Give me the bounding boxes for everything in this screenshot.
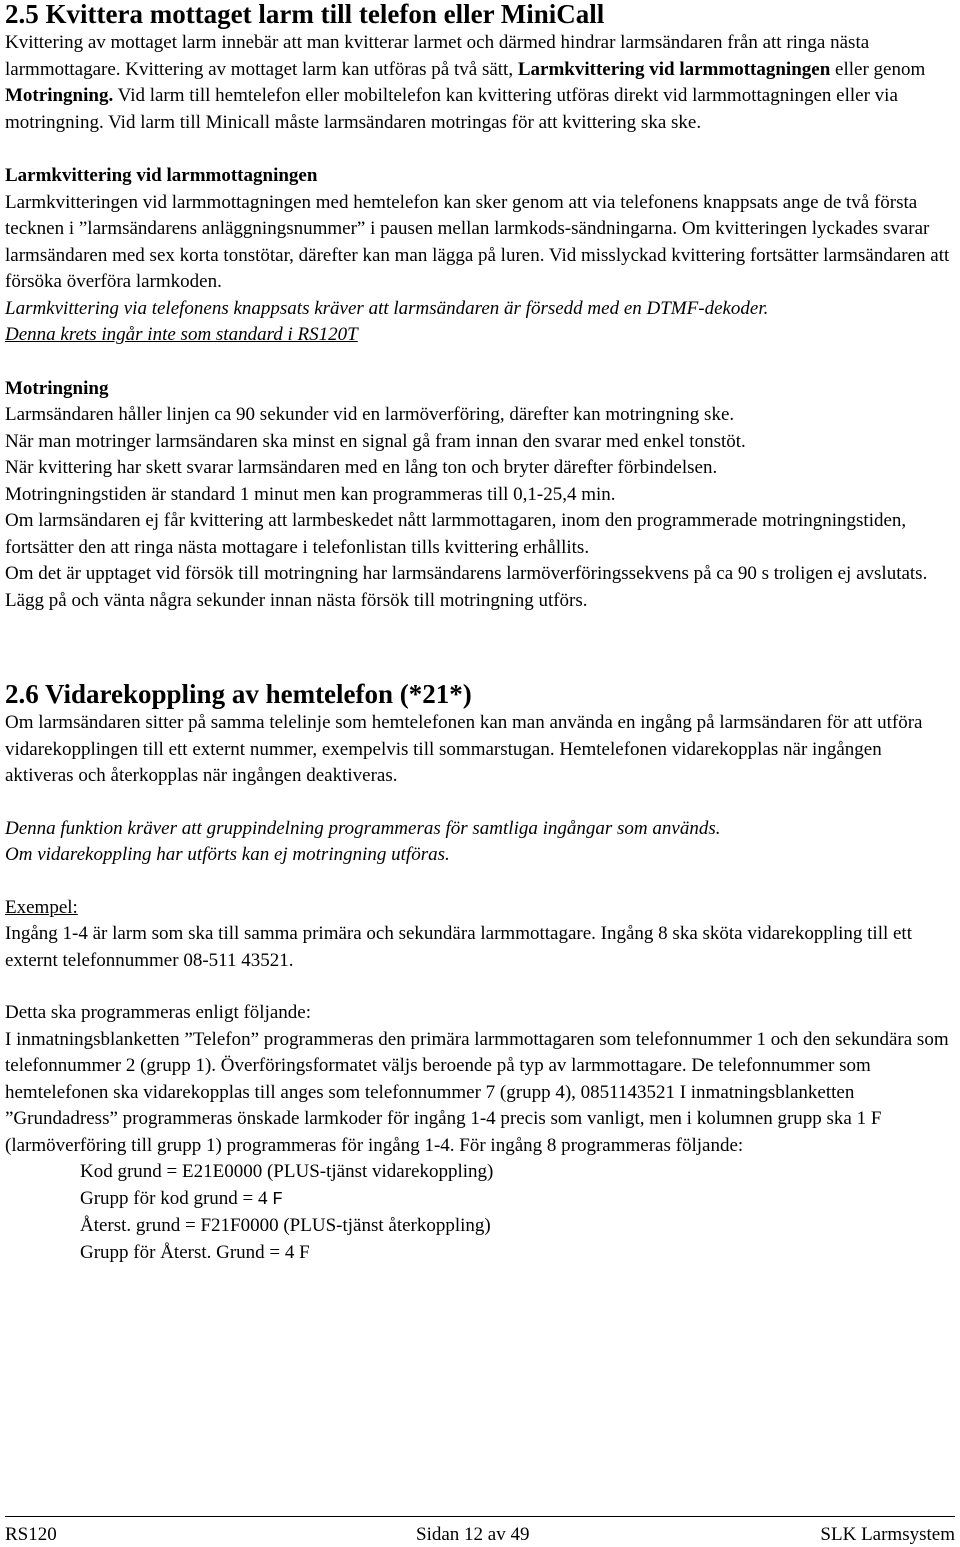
intro-text-3: Vid larm till hemtelefon eller mobiltelefon kan kvittering utföras direkt vid larmmottagningen eller via motringning. Vid larm till Minicall måste larmsändaren motringas för att kvittering ska ske.: [5, 85, 898, 133]
motringning-line-5: Om larmsändaren ej får kvittering att larmbeskedet nått larmmottagaren, inom den programmerade motringningstiden, fortsätter den att ringa nästa mottagare i telefonlistan tills kvittering erhållits.: [5, 510, 907, 558]
intro-text-2: eller genom: [830, 58, 926, 80]
motringning-line-2: När man motringer larmsändaren ska minst en signal gå fram innan den svarar med enkel tonstöt.: [5, 430, 746, 452]
section-2-5-intro: [5, 30, 955, 136]
code-line-grupp-kod-grund: [5, 1186, 955, 1214]
motringning-line-3: När kvittering har skett svarar larmsändaren med en lång ton och bryter därefter förbindelsen.: [5, 457, 718, 478]
intro-bold-2: Motringning.: [5, 85, 114, 106]
section-2-6-intro: Om larmsändaren sitter på samma telelinje som hemtelefonen kan man använda en ingång på larmsändaren för att utföra vidarekopplingen till ett externt nummer, exempelvis till sommarstugan. Hemtelefonen vidarekopplas när ingången aktiveras och återkopplas när ingången deaktiveras.: [5, 712, 923, 786]
footer-company: SLK Larmsystem: [820, 1524, 955, 1545]
code-line-2-letter: F: [272, 1189, 284, 1210]
gruppindelning-note: Denna funktion kräver att gruppindelning programmeras för samtliga ingångar som används.: [5, 817, 721, 839]
subsection-larmkvittering-title: Larmkvittering vid larmmottagningen: [5, 165, 318, 186]
footer-page-number: Sidan 12 av 49: [416, 1524, 530, 1545]
section-2-5-heading: 2.5 Kvittera mottaget larm till telefon eller MiniCall: [5, 0, 605, 29]
code-line-aterst-grund: Återst. grund = F21F0000 (PLUS-tjänst återkoppling): [80, 1215, 491, 1236]
document-page: [5, 0, 955, 1266]
code-line-grupp-aterst: Grupp för Återst. Grund = 4 F: [80, 1241, 310, 1263]
programming-text: I inmatningsblanketten ”Telefon” programmeras den primära larmmottagaren som telefonnummer 1 och den sekundära som telefonnummer 2 (grupp 1). Överföringsformatet väljs beroende på typ av larmmottagare. De telefonnummer som hemtelefonen ska vidarekopplas till anges som telefonnummer 7 (grupp 4), 0851143521 I inmatningsblanketten ”Grundadress” programmeras önskade larmkoder för ingång 1-4 precis som vanligt, men i kolumnen grupp ska 1 F (larmöverföring till grupp 1) programmeras för ingång 1-4. För ingång 8 programmeras följande:: [5, 1028, 949, 1156]
subsection-motringning-title: Motringning: [5, 377, 109, 399]
intro-bold-1: Larmkvittering vid larmmottagningen: [517, 58, 831, 80]
footer-product: RS120: [5, 1524, 57, 1545]
motringning-line-6: Om det är upptaget vid försök till motringning har larmsändarens larmöverföringssekvens på ca 90 s troligen ej avslutats. Lägg på och vänta några sekunder innan nästa försök till motringning utförs.: [5, 563, 928, 611]
standard-note-text: Denna krets ingår inte som standard i RS120T: [5, 324, 358, 345]
code-line-2-text: Grupp för kod grund = 4: [80, 1187, 273, 1209]
motringning-note: Om vidarekoppling har utförts kan ej motringning utföras.: [5, 844, 450, 865]
page-footer: [5, 1516, 955, 1545]
intro-text-1: Kvittering av mottaget larm innebär att man kvitterar larmet och därmed hindrar larmsändaren från att ringa nästa larmmottagare. Kvittering av mottaget larm kan utföras på två sätt,: [5, 32, 870, 80]
example-text: Ingång 1-4 är larm som ska till samma primära och sekundära larmmottagare. Ingång 8 ska sköta vidarekoppling till ett externt telefonnummer 08-511 43521.: [5, 923, 912, 971]
programming-intro: Detta ska programmeras enligt följande:: [5, 1002, 312, 1023]
example-label: Exempel:: [5, 896, 78, 918]
dtmf-note: Larmkvittering via telefonens knappsats kräver att larmsändaren är försedd med en DTMF-dekoder.: [5, 297, 769, 319]
section-2-6-heading: 2.6 Vidarekoppling av hemtelefon (*21*): [5, 679, 472, 709]
code-line-kod-grund: Kod grund = E21E0000 (PLUS-tjänst vidarekoppling): [80, 1161, 494, 1182]
standard-note: [5, 322, 955, 349]
subsection-larmkvittering-text: Larmkvitteringen vid larmmottagningen med hemtelefon kan sker genom att via telefonens knappsats ange de två första tecknen i ”larmsändarens anläggningsnummer” i pausen mellan larmkods-sändningarna. Om kvitteringen lyckades svarar larmsändaren med sex korta tonstötar, därefter kan man lägga på luren. Vid misslyckad kvittering fortsätter larmsändaren att försöka överföra larmkoden.: [5, 191, 950, 292]
motringning-line-4: Motringningstiden är standard 1 minut men kan programmeras till 0,1-25,4 min.: [5, 483, 616, 505]
motringning-line-1: Larmsändaren håller linjen ca 90 sekunder vid en larmöverföring, därefter kan motringning ske.: [5, 404, 735, 425]
